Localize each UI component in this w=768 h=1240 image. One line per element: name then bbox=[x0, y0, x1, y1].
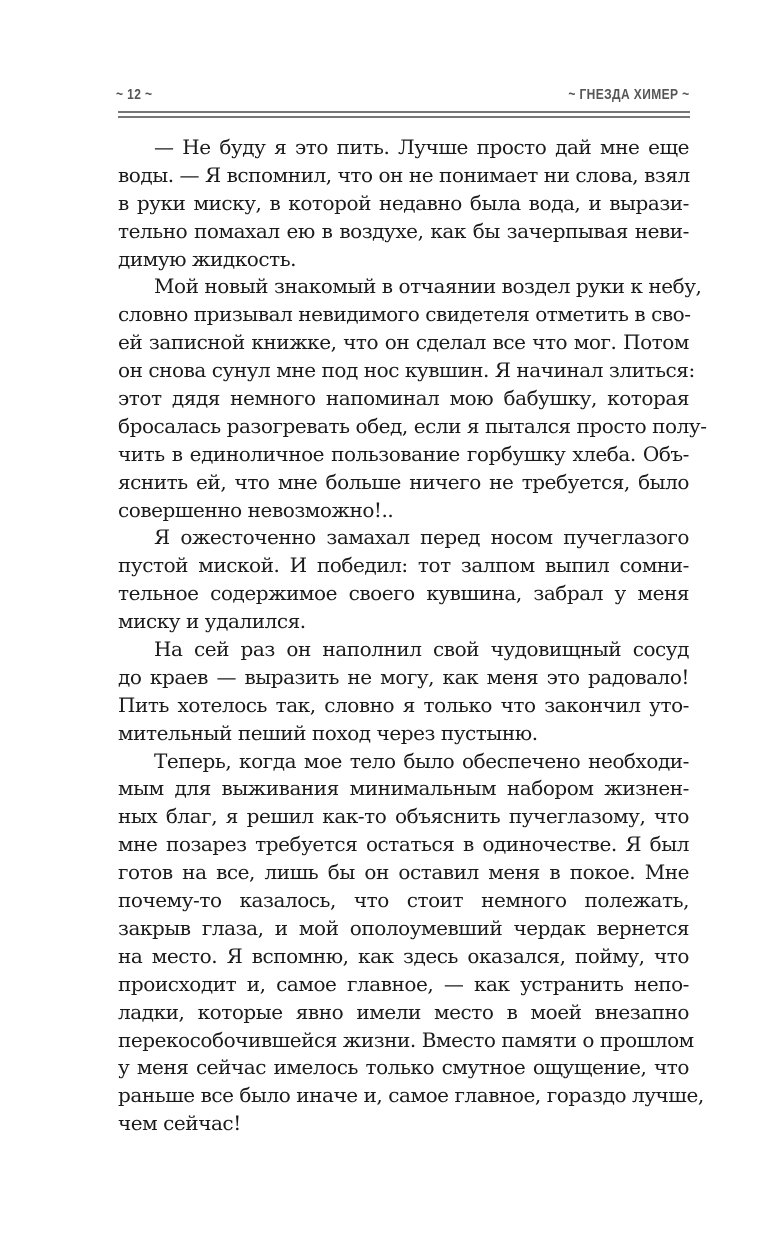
text-line: воды. — Я вспомнил, что он не понимает ни слова, взял bbox=[118, 162, 690, 187]
header-rule-top bbox=[118, 111, 690, 113]
page-number: ~ 12 ~ bbox=[116, 86, 153, 103]
text-line: он снова сунул мне под нос кувшин. Я начинал злиться: bbox=[118, 358, 695, 383]
text-line: ей записной книжке, что он сделал все что мог. Потом bbox=[118, 330, 689, 355]
text-line: пустой миской. И победил: тот залпом выпил сомни- bbox=[118, 553, 689, 578]
book-title: ~ ГНЕЗДА ХИМЕР ~ bbox=[568, 86, 690, 103]
text-line: у меня сейчас имелось только смутное ощущение, что bbox=[118, 1055, 689, 1080]
text-line: на место. Я вспомню, как здесь оказался, пойму, что bbox=[118, 943, 689, 968]
text-line: тельное содержимое своего кувшина, забрал у меня bbox=[118, 581, 689, 606]
paragraph bbox=[118, 636, 689, 748]
paragraph bbox=[118, 524, 689, 636]
header-rule-bottom bbox=[118, 116, 690, 118]
text-line: в руки миску, в которой недавно была вода, и вырази- bbox=[118, 190, 689, 215]
text-line: — Не буду я это пить. Лучше просто дай мне еще bbox=[154, 135, 689, 159]
text-line: тельно помахал ею в воздухе, как бы зачерпывая неви- bbox=[118, 218, 689, 243]
text-line: Я ожесточенно замахал перед носом пучеглазого bbox=[154, 525, 689, 550]
text-line: димую жидкость. bbox=[118, 246, 297, 271]
text-line: бросалась разогревать обед, если я пытался просто полу- bbox=[118, 413, 707, 438]
text-line: происходит и, самое главное, — как устранить непо- bbox=[118, 971, 689, 996]
text-line: На сей раз он наполнил свой чудовищный сосуд bbox=[154, 637, 689, 662]
text-line: совершенно невозможно!.. bbox=[118, 497, 394, 522]
body-text bbox=[118, 134, 707, 1138]
text-line: мым для выживания минимальным набором жизнен- bbox=[118, 776, 689, 801]
text-line: Теперь, когда мое тело было обеспечено необходи- bbox=[154, 748, 689, 773]
text-line: готов на все, лишь бы он оставил меня в покое. Мне bbox=[118, 860, 689, 885]
text-line: закрыв глаза, и мой ополоумевший чердак вернется bbox=[118, 915, 689, 940]
text-line: чем сейчас! bbox=[118, 1111, 241, 1136]
text-line: миску и удалился. bbox=[118, 609, 306, 634]
text-line: раньше все было иначе и, самое главное, гораздо лучше, bbox=[118, 1083, 704, 1108]
paragraph bbox=[118, 273, 707, 524]
running-header bbox=[116, 86, 690, 106]
text-line: ных благ, я решил как-то объяснить пучеглазому, что bbox=[118, 804, 689, 829]
paragraph bbox=[118, 134, 689, 273]
text-line: перекособочившейся жизни. Вместо памяти о прошлом bbox=[118, 1027, 694, 1052]
text-line: Пить хотелось так, словно я только что закончил уто- bbox=[118, 692, 689, 717]
text-line: мительный пеший поход через пустыню. bbox=[118, 720, 538, 745]
text-line: этот дядя немного напоминал мою бабушку, которая bbox=[118, 386, 689, 411]
paragraph bbox=[118, 748, 704, 1138]
text-line: Мой новый знакомый в отчаянии воздел руки к небу, bbox=[154, 274, 702, 299]
text-line: до краев — выразить не могу, как меня это радовало! bbox=[118, 664, 689, 689]
text-line: яснить ей, что мне больше ничего не требуется, было bbox=[118, 469, 689, 494]
text-line: словно призывал невидимого свидетеля отметить в сво- bbox=[118, 302, 691, 327]
text-line: почему-то казалось, что стоит немного полежать, bbox=[118, 888, 689, 913]
text-line: чить в единоличное пользование горбушку хлеба. Объ- bbox=[118, 441, 689, 466]
text-line: ладки, которые явно имели место в моей внезапно bbox=[118, 999, 689, 1024]
text-line: мне позарез требуется остаться в одиночестве. Я был bbox=[118, 832, 689, 857]
